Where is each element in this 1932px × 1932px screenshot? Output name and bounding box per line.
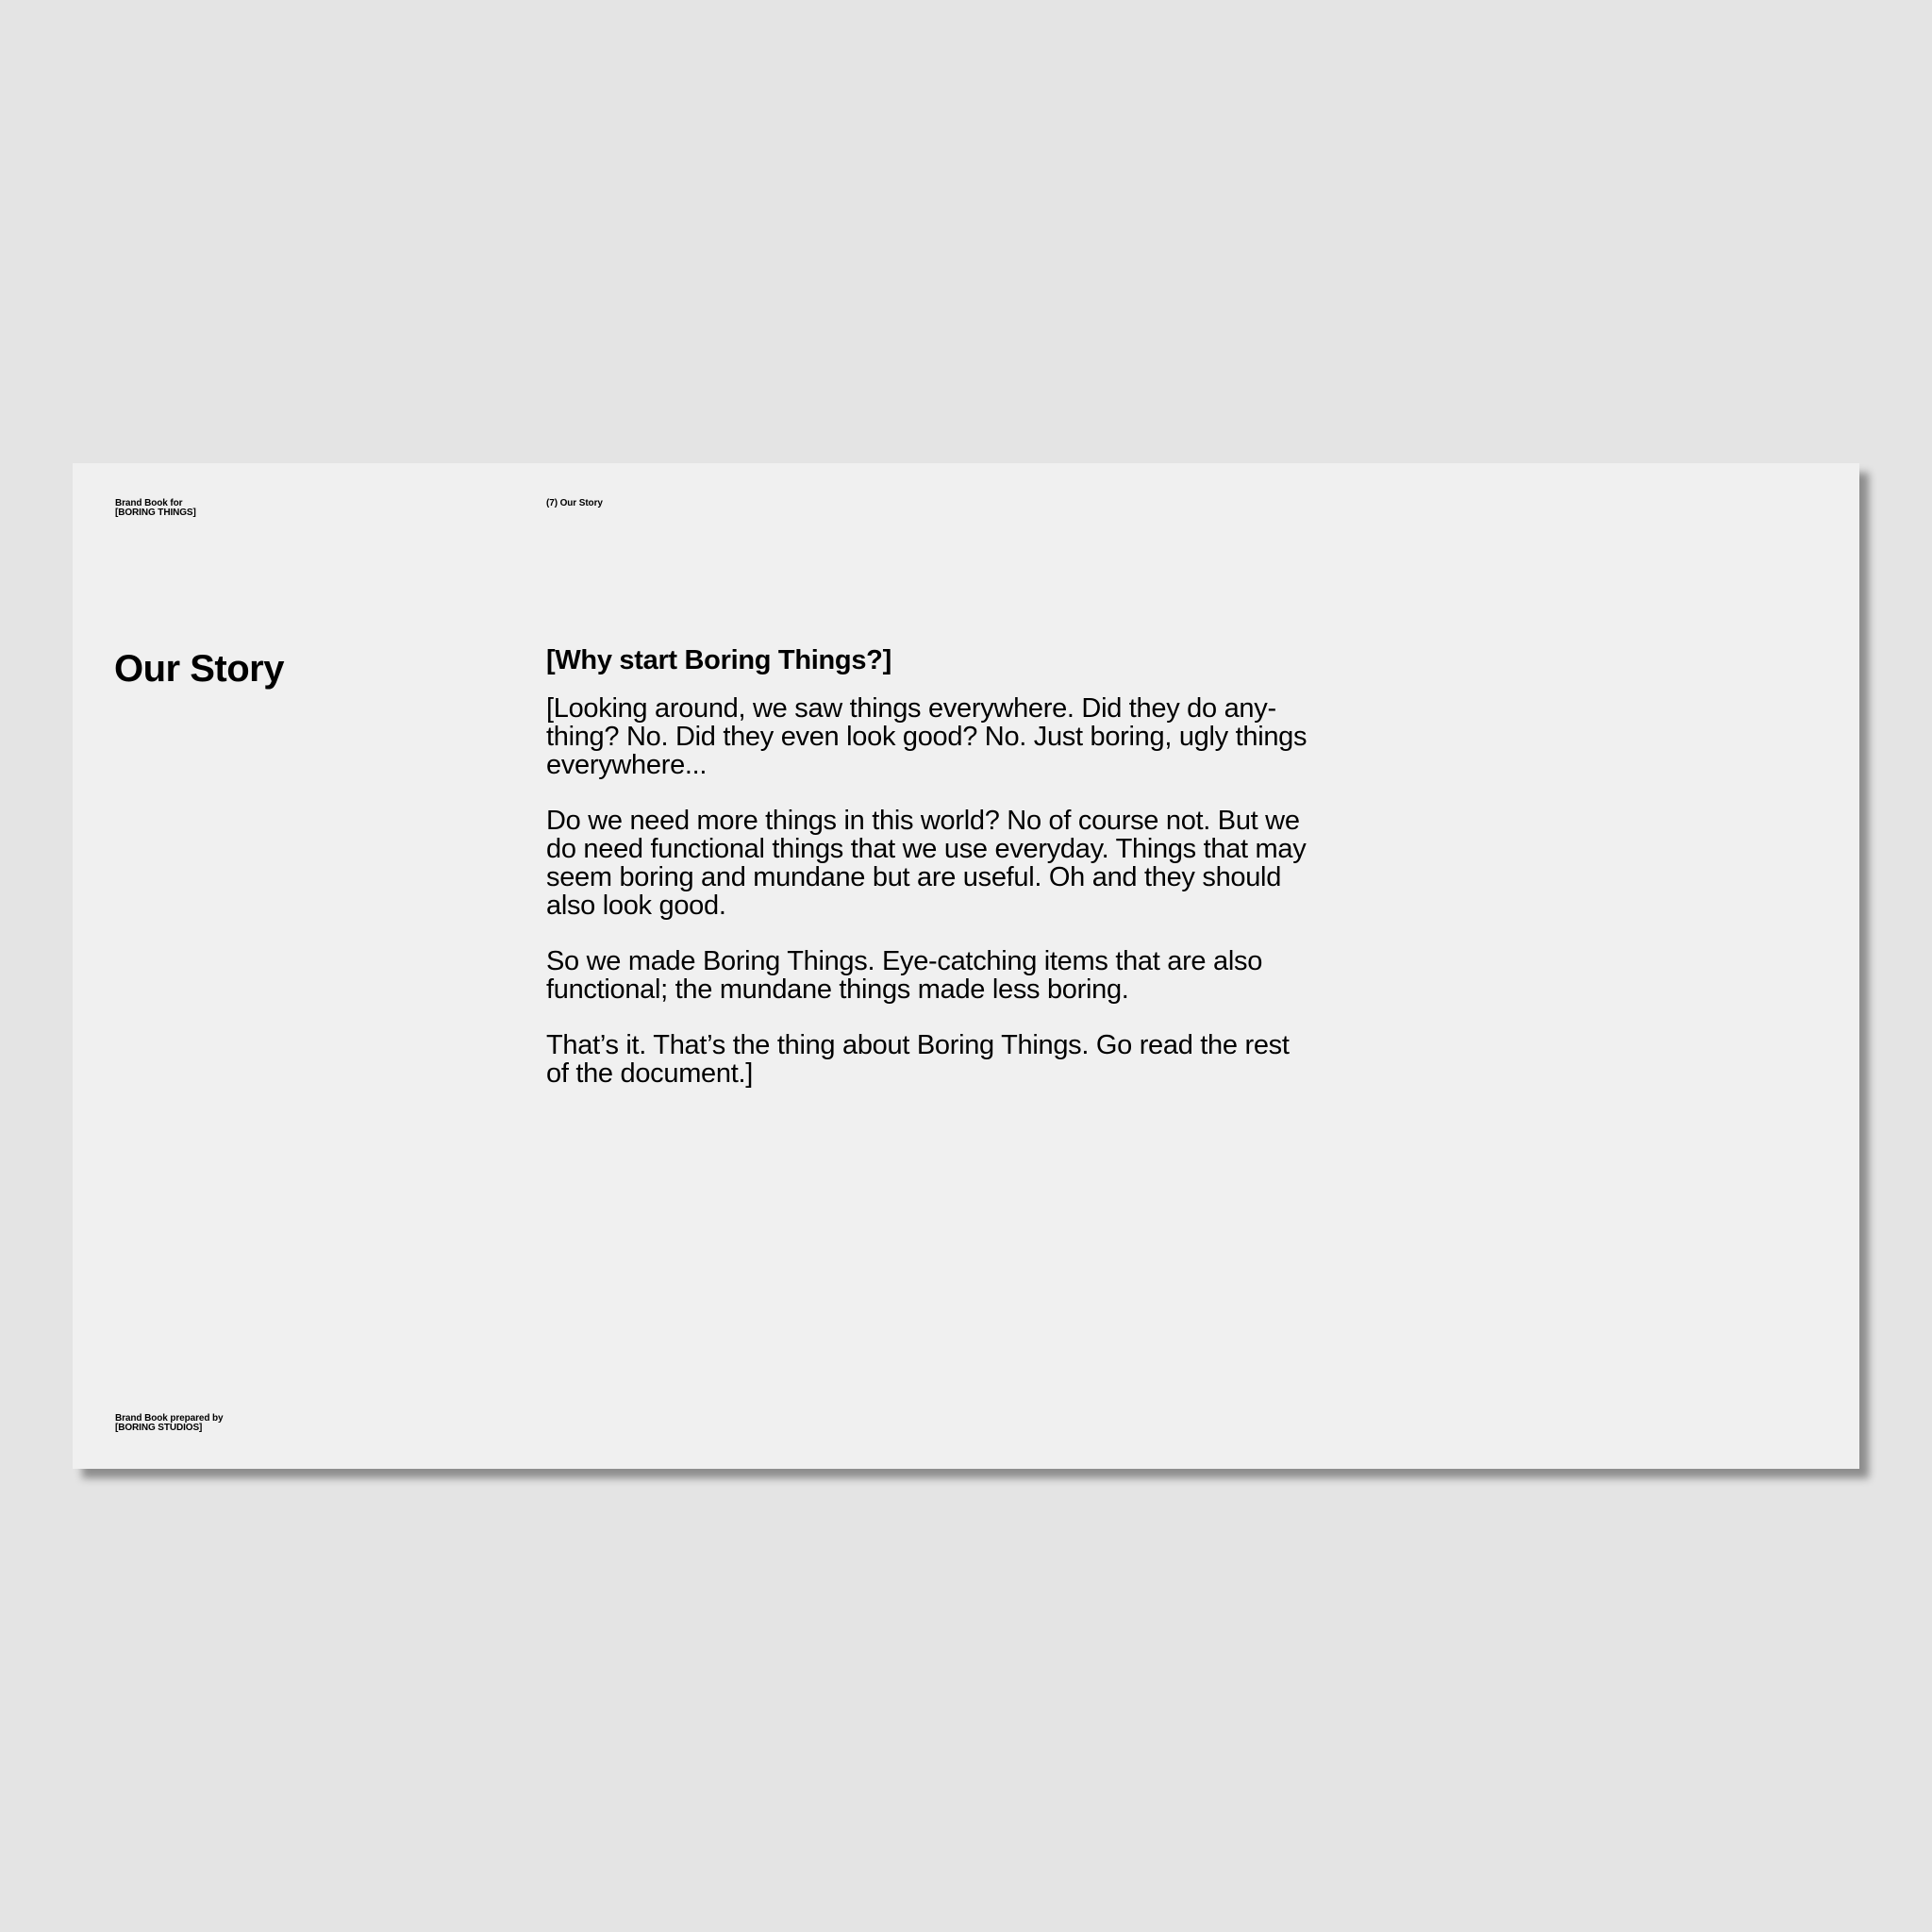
prepared-by-line1: Brand Book prepared by: [115, 1413, 224, 1424]
story-line: do need functional things that we use everyday. Things that may: [546, 834, 1307, 864]
story-line: of the document.]: [546, 1058, 753, 1089]
story-line: That’s it. That’s the thing about Boring Things. Go read the rest: [546, 1030, 1290, 1060]
story-line: functional; the mundane things made less boring.: [546, 974, 1129, 1005]
story-paragraph-1: [546, 694, 1395, 779]
story-line: also look good.: [546, 891, 726, 921]
story-line: So we made Boring Things. Eye-catching items that are also: [546, 946, 1263, 976]
story-line: Do we need more things in this world? No of course not. But we: [546, 806, 1300, 836]
story-heading: [Why start Boring Things?]: [546, 645, 891, 675]
story-paragraph-3: [546, 947, 1395, 1004]
prepared-by-label: [115, 1414, 224, 1433]
story-line: thing? No. Did they even look good? No. Just boring, ugly things: [546, 722, 1307, 752]
story-line: everywhere...: [546, 750, 708, 780]
brand-book-label: [115, 499, 196, 518]
story-paragraph-2: [546, 807, 1395, 920]
story-paragraph-4: [546, 1031, 1395, 1088]
section-label: (7) Our Story: [546, 498, 603, 508]
story-body: [546, 646, 1395, 1115]
brand-book-page: [73, 463, 1859, 1469]
prepared-by-line2: [BORING STUDIOS]: [115, 1423, 203, 1433]
page-title: Our Story: [114, 648, 284, 690]
brand-book-label-line1: Brand Book for: [115, 498, 183, 508]
story-line: [Looking around, we saw things everywhere. Did they do any-: [546, 693, 1276, 724]
story-line: seem boring and mundane but are useful. Oh and they should: [546, 862, 1282, 892]
brand-book-label-line2: [BORING THINGS]: [115, 508, 196, 518]
